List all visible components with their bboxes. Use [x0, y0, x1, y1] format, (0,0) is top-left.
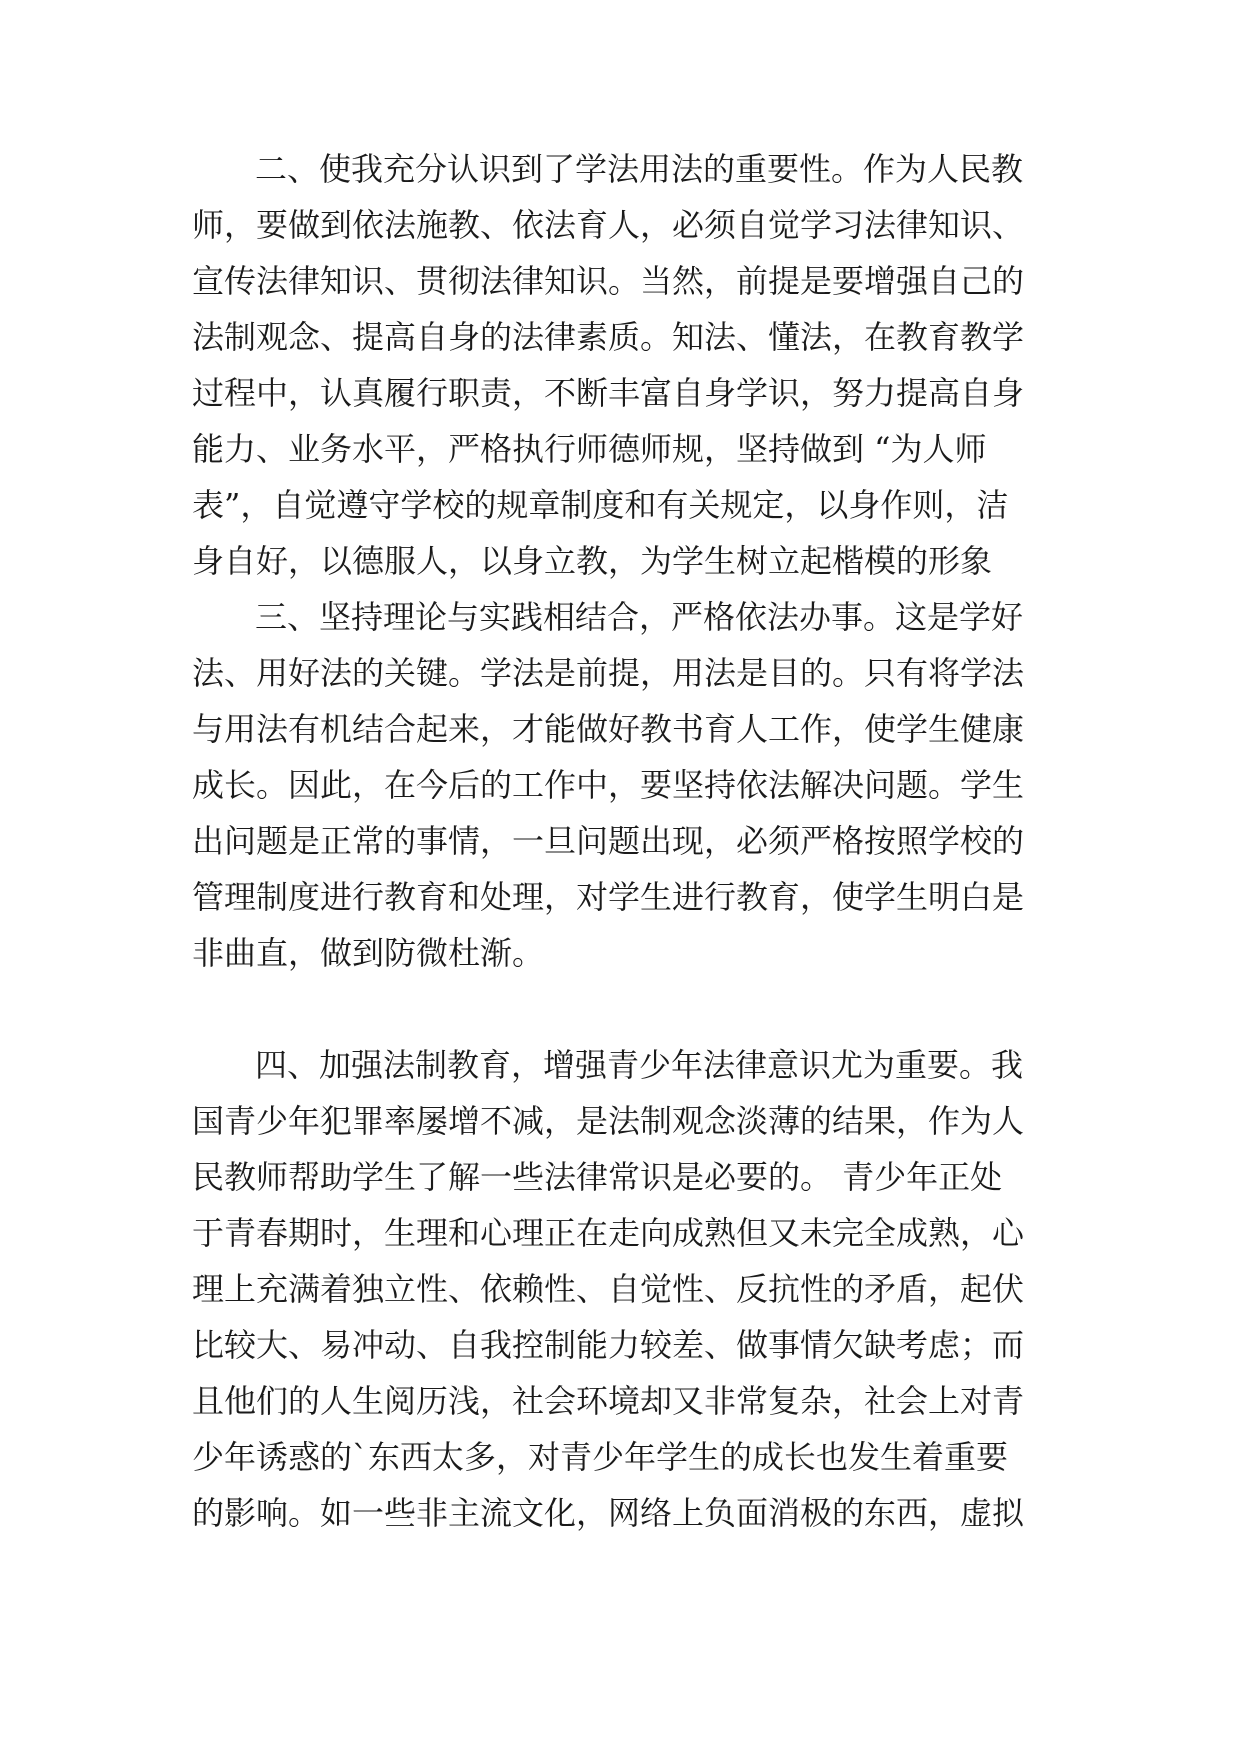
- paragraph-2-line-5: 过程中，认真履行职责，不断丰富自身学识，努力提高自身: [192, 374, 1025, 412]
- paragraph-4-line-5: 理上充满着独立性、依赖性、自觉性、反抗性的矛盾，起伏: [192, 1270, 1025, 1308]
- paragraph-4-line-2: 国青少年犯罪率屡增不减，是法制观念淡薄的结果，作为人: [192, 1102, 1025, 1140]
- paragraph-3-line-7: 非曲直，做到防微杜渐。: [192, 934, 545, 972]
- paragraph-4-line-7: 且他们的人生阅历浅，社会环境却又非常复杂，社会上对青: [192, 1382, 1025, 1420]
- paragraph-3-line-4: 成长。因此，在今后的工作中，要坚持依法解决问题。学生: [192, 766, 1025, 804]
- paragraph-4-line-4: 于青春期时，生理和心理正在走向成熟但又未完全成熟，心: [192, 1214, 1025, 1252]
- paragraph-2-line-4: 法制观念、提高自身的法律素质。知法、懂法，在教育教学: [192, 318, 1025, 356]
- paragraph-2-line-8: 身自好，以德服人，以身立教，为学生树立起楷模的形象: [192, 542, 993, 580]
- paragraph-3-line-6: 管理制度进行教育和处理，对学生进行教育，使学生明白是: [192, 878, 1025, 916]
- paragraph-2-line-3: 宣传法律知识、贯彻法律知识。当然，前提是要增强自己的: [192, 262, 1025, 300]
- paragraph-3-line-5: 出问题是正常的事情，一旦问题出现，必须严格按照学校的: [192, 822, 1025, 860]
- paragraph-2-line-2: 师，要做到依法施教、依法育人，必须自觉学习法律知识、: [192, 206, 1025, 244]
- paragraph-2-line-1: 二、使我充分认识到了学法用法的重要性。作为人民教: [255, 150, 1024, 188]
- paragraph-3-line-1: 三、坚持理论与实践相结合，严格依法办事。这是学好: [255, 598, 1024, 636]
- paragraph-4-line-3: 民教师帮助学生了解一些法律常识是必要的。 青少年正处: [192, 1158, 1003, 1196]
- paragraph-4-line-8: 少年诱惑的`东西太多，对青少年学生的成长也发生着重要: [192, 1438, 1009, 1476]
- paragraph-4-line-9: 的影响。如一些非主流文化，网络上负面消极的东西，虚拟: [192, 1494, 1025, 1532]
- paragraph-4-line-1: 四、加强法制教育，增强青少年法律意识尤为重要。我: [255, 1046, 1024, 1084]
- paragraph-2-line-6: 能力、业务水平，严格执行师德师规，坚持做到 “为人师: [192, 430, 987, 468]
- paragraph-2-line-7: 表”，自觉遵守学校的规章制度和有关规定，以身作则，洁: [192, 486, 1009, 524]
- paragraph-3-line-2: 法、用好法的关键。学法是前提，用法是目的。只有将学法: [192, 654, 1025, 692]
- paragraph-3-line-3: 与用法有机结合起来，才能做好教书育人工作，使学生健康: [192, 710, 1025, 748]
- paragraph-4-line-6: 比较大、易冲动、自我控制能力较差、做事情欠缺考虑；而: [192, 1326, 1025, 1364]
